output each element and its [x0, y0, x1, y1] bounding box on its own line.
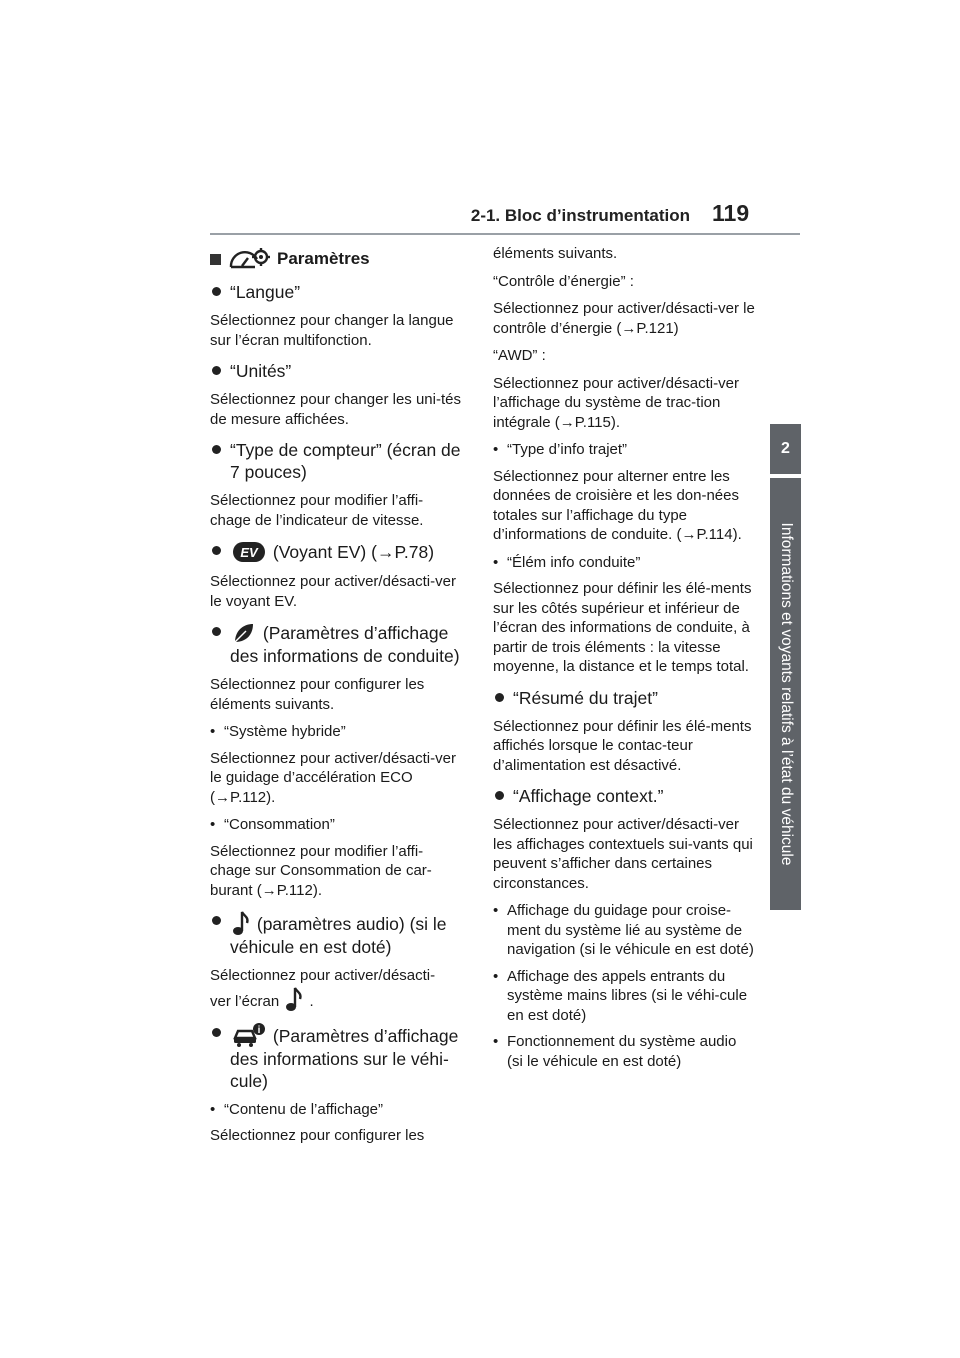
paragraph-suite: éléments suivants.	[493, 245, 618, 262]
list-item: • Affichage du guidage pour croise-ment du système lié au système de navigation (si le véhicule en est doté)	[493, 902, 754, 958]
paragraph-param-conduite: Sélectionnez pour configurer les éléments suivants.	[210, 676, 425, 713]
ev-badge-icon	[232, 540, 266, 564]
bullet-icon	[212, 1028, 221, 1037]
paragraph-langue: Sélectionnez pour changer la langue sur l’écran multifonction.	[210, 312, 454, 349]
heading-affichage-context: “Affichage context.”	[493, 785, 755, 807]
music-note-icon	[285, 986, 303, 1012]
paragraph-contenu: Sélectionnez pour configurer les	[210, 1127, 425, 1144]
paragraph-controle-title: “Contrôle d’énergie” :	[493, 272, 634, 290]
bullet-icon	[212, 287, 221, 296]
list-item: • “Consommation”	[210, 816, 335, 833]
paragraph-consommation: Sélectionnez pour modifier l’affi-chage sur Consommation de car-burant (→P.112).	[210, 842, 432, 899]
paragraph-voyant-ev: Sélectionnez pour activer/désacti-ver le voyant EV.	[210, 573, 456, 610]
chapter-tab: 2	[770, 424, 801, 474]
paragraph-audio: Sélectionnez pour activer/désacti- ver l’écran .	[210, 967, 436, 1010]
list-item: • Affichage des appels entrants du système mains libres (si le véhi-cule en est doté)	[493, 967, 748, 1024]
running-header: 2-1. Bloc d’instrumentation	[470, 206, 690, 225]
bullet-icon	[212, 546, 221, 555]
heading-voyant-ev: EV (Voyant EV) (→P.78)	[210, 540, 462, 564]
bullet-icon	[212, 366, 221, 375]
heading-param-conduite: (Paramètres d’affichage des informations de conduite)	[210, 621, 462, 667]
heading-audio: (paramètres audio) (si le véhicule en est doté)	[210, 910, 462, 958]
list-item: • “Élém info conduite”	[493, 553, 641, 571]
music-note-icon	[232, 910, 250, 936]
paragraph-type-info: Sélectionnez pour alterner entre les données de croisière et les don-nées totales sur l’affichage du type d’informations de conduite. (→P.114).	[493, 467, 742, 543]
bullet-icon	[212, 627, 221, 636]
heading-type-compteur: “Type de compteur” (écran de 7 pouces)	[210, 439, 462, 483]
heading-resume: “Résumé du trajet”	[493, 687, 755, 709]
section-title	[210, 247, 462, 271]
paragraph-type-compteur: Sélectionnez pour modifier l’affi-chage de l’indicateur de vitesse.	[210, 492, 424, 529]
list-item: • “Contenu de l’affichage”	[210, 1100, 383, 1118]
paragraph-unites: Sélectionnez pour changer les uni-tés de mesure affichées.	[210, 391, 461, 428]
right-column	[493, 244, 755, 1078]
paragraph-elem-info: Sélectionnez pour définir les élé-ments sur les côtés supérieur et inférieur de l’écran des informations de conduite, à partir de trois éléments : la vitesse moyenne, la distance et le temps total.	[493, 580, 752, 675]
paragraph-systeme-hybride: Sélectionnez pour activer/désacti-ver le guidage d’accélération ECO (→P.112).	[210, 749, 456, 806]
paragraph-controle: Sélectionnez pour activer/désacti-ver le contrôle d’énergie (→P.121)	[493, 300, 755, 337]
bullet-icon	[212, 445, 221, 454]
chapter-label: Informations et voyants relatifs à l’état du véhicule	[778, 522, 795, 866]
svg-text:EV: EV	[240, 545, 258, 560]
bullet-icon	[495, 791, 504, 800]
list-item: • “Système hybride”	[210, 723, 346, 740]
header-rule	[210, 233, 800, 235]
heading-unites: “Unités”	[210, 360, 462, 382]
bullet-icon	[212, 916, 221, 925]
paragraph-awd-title: “AWD” :	[493, 347, 546, 364]
svg-text:i: i	[257, 1024, 261, 1036]
page-number: 119	[712, 200, 750, 226]
car-info-icon	[232, 1022, 266, 1048]
heading-param-vehicule: i (Paramètres d’affichage des informations sur le véhi-cule)	[210, 1022, 462, 1092]
list-item: • “Type d’info trajet”	[493, 441, 628, 458]
paragraph-awd: Sélectionnez pour activer/désacti-ver l’affichage du système de trac-tion intégrale (→P.115).	[493, 374, 739, 431]
leaf-icon	[232, 621, 256, 645]
left-column	[210, 244, 462, 1154]
bullet-icon	[495, 693, 504, 702]
paragraph-affichage-context: Sélectionnez pour activer/désacti-ver les affichages contextuels sui-vants qui peuvent s’afficher dans certaines circonstances.	[493, 816, 753, 892]
list-item: • Fonctionnement du système audio (si le véhicule en est doté)	[493, 1033, 737, 1070]
paragraph-resume: Sélectionnez pour définir les élé-ments affichés lorsque le contac-teur d’alimentation est désactivé.	[493, 717, 752, 774]
square-bullet-icon	[210, 254, 221, 265]
gauge-gear-icon	[227, 247, 271, 271]
heading-langue: “Langue”	[210, 281, 462, 303]
section-title-text: Paramètres	[277, 249, 370, 268]
